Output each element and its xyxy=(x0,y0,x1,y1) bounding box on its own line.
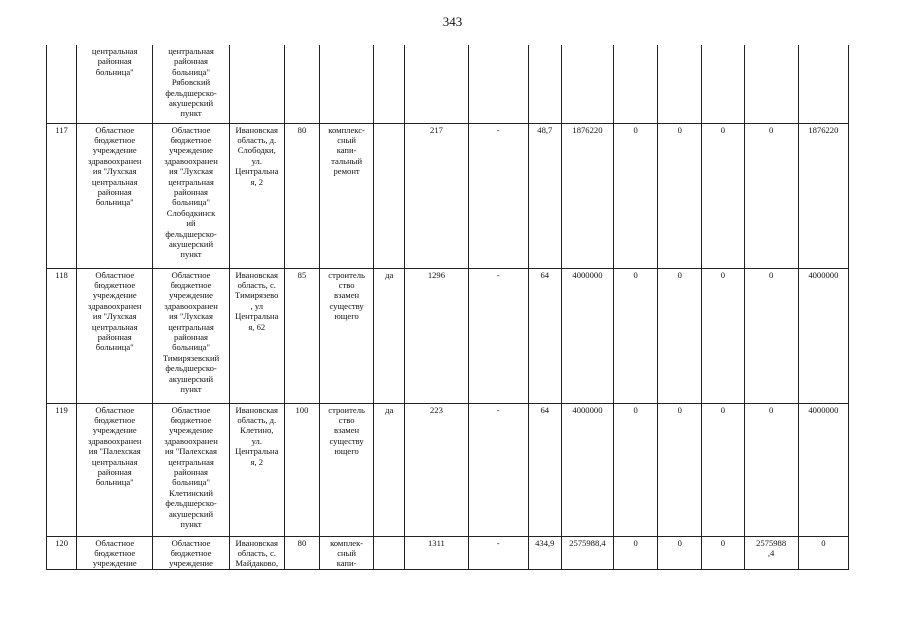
table-cell: 48,7 xyxy=(528,123,561,268)
table-cell: 0 xyxy=(702,268,744,403)
table-cell: 2575988,4 xyxy=(561,536,613,569)
table-cell: Ивановская область, д. Слободки, ул. Центральна я, 2 xyxy=(229,123,284,268)
table-cell: 100 xyxy=(284,403,319,536)
table-cell: Областное бюджетное учреждение здравоохранен ия "Палехская центральная районная больница" xyxy=(77,403,153,536)
table-cell: 217 xyxy=(405,123,468,268)
table-cell: центральная районная больница" Рябовский фельдшерско- акушерский пункт xyxy=(153,45,229,123)
table-cell: Ивановская область, с. Майдаково, xyxy=(229,536,284,569)
objects-table xyxy=(46,45,849,570)
table-cell: Областное бюджетное учреждение здравоохранен ия "Палехская центральная районная больница" Клетинский фельдшерско- акушерский пункт xyxy=(153,403,229,536)
table-cell: 120 xyxy=(47,536,77,569)
table-row xyxy=(47,536,849,569)
table-cell: Областное бюджетное учреждение здравоохранен ия "Лухская центральная районная больница" Тимирязевский фельдшерско- акушерский пункт xyxy=(153,268,229,403)
table-cell xyxy=(658,45,702,123)
table-cell: 0 xyxy=(702,123,744,268)
table-cell: 0 xyxy=(614,403,658,536)
table-cell xyxy=(614,45,658,123)
table-cell: строитель ство взамен существу ющего xyxy=(320,268,374,403)
table-cell: Областное бюджетное учреждение здравоохранен ия "Лухская центральная районная больница" xyxy=(77,123,153,268)
table-cell: - xyxy=(468,123,528,268)
table-cell: Областное бюджетное учреждение xyxy=(153,536,229,569)
table-cell: 0 xyxy=(658,403,702,536)
table-cell: Областное бюджетное учреждение здравоохранен ия "Лухская центральная районная больница" xyxy=(77,268,153,403)
table-cell xyxy=(374,536,405,569)
table-cell: 223 xyxy=(405,403,468,536)
table-cell xyxy=(374,45,405,123)
page-number: 343 xyxy=(442,14,463,29)
table-cell: 4000000 xyxy=(798,268,848,403)
table-cell: 118 xyxy=(47,268,77,403)
table-cell: 1296 xyxy=(405,268,468,403)
table-cell: 0 xyxy=(658,268,702,403)
table-cell: Ивановская область, д. Клетино, ул. Центральна я, 2 xyxy=(229,403,284,536)
table-cell: 0 xyxy=(658,536,702,569)
table-cell: 0 xyxy=(702,536,744,569)
table-cell: 117 xyxy=(47,123,77,268)
table-cell: 4000000 xyxy=(798,403,848,536)
table-cell: 4000000 xyxy=(561,403,613,536)
table-cell: 0 xyxy=(798,536,848,569)
table-cell: 0 xyxy=(614,536,658,569)
table-cell xyxy=(284,45,319,123)
table-cell: 64 xyxy=(528,403,561,536)
table-cell xyxy=(320,45,374,123)
table-cell: да xyxy=(374,268,405,403)
table-cell: строитель ство взамен существу ющего xyxy=(320,403,374,536)
table-cell: 0 xyxy=(658,123,702,268)
table-cell: 0 xyxy=(702,403,744,536)
table-cell xyxy=(229,45,284,123)
table-cell: 85 xyxy=(284,268,319,403)
table-cell: комплекс- сный капи- тальный ремонт xyxy=(320,123,374,268)
table-cell xyxy=(798,45,848,123)
table-cell: 1876220 xyxy=(561,123,613,268)
table-cell: Областное бюджетное учреждение здравоохранен ия "Лухская центральная районная больница" Слободкинск ий фельдшерско- акушерский пункт xyxy=(153,123,229,268)
table-row-continuation xyxy=(47,45,849,123)
table-cell xyxy=(744,45,798,123)
table-cell: 64 xyxy=(528,268,561,403)
table-cell: - xyxy=(468,268,528,403)
table-cell: да xyxy=(374,403,405,536)
table-cell: 0 xyxy=(614,123,658,268)
table-cell xyxy=(405,45,468,123)
table-cell: 4000000 xyxy=(561,268,613,403)
table-cell: центральная районная больница" xyxy=(77,45,153,123)
table-cell: - xyxy=(468,536,528,569)
table-cell: 434,9 xyxy=(528,536,561,569)
table-cell: 1311 xyxy=(405,536,468,569)
table-cell: 119 xyxy=(47,403,77,536)
table-cell: 2575988 ,4 xyxy=(744,536,798,569)
table-cell xyxy=(561,45,613,123)
table-cell: 0 xyxy=(614,268,658,403)
table-cell: 0 xyxy=(744,123,798,268)
table-cell xyxy=(47,45,77,123)
table-cell: комплек- сный капи- xyxy=(320,536,374,569)
table-cell: 1876220 xyxy=(798,123,848,268)
table-cell xyxy=(528,45,561,123)
table-cell: 0 xyxy=(744,268,798,403)
table-row xyxy=(47,268,849,403)
table-cell xyxy=(374,123,405,268)
table-row xyxy=(47,403,849,536)
table-cell: Областное бюджетное учреждение xyxy=(77,536,153,569)
table-cell xyxy=(702,45,744,123)
table-cell xyxy=(468,45,528,123)
table-cell: Ивановская область, с. Тимирязево , ул Центральна я, 62 xyxy=(229,268,284,403)
table-cell: 80 xyxy=(284,536,319,569)
table-cell: 0 xyxy=(744,403,798,536)
table-row xyxy=(47,123,849,268)
table-cell: - xyxy=(468,403,528,536)
table-cell: 80 xyxy=(284,123,319,268)
